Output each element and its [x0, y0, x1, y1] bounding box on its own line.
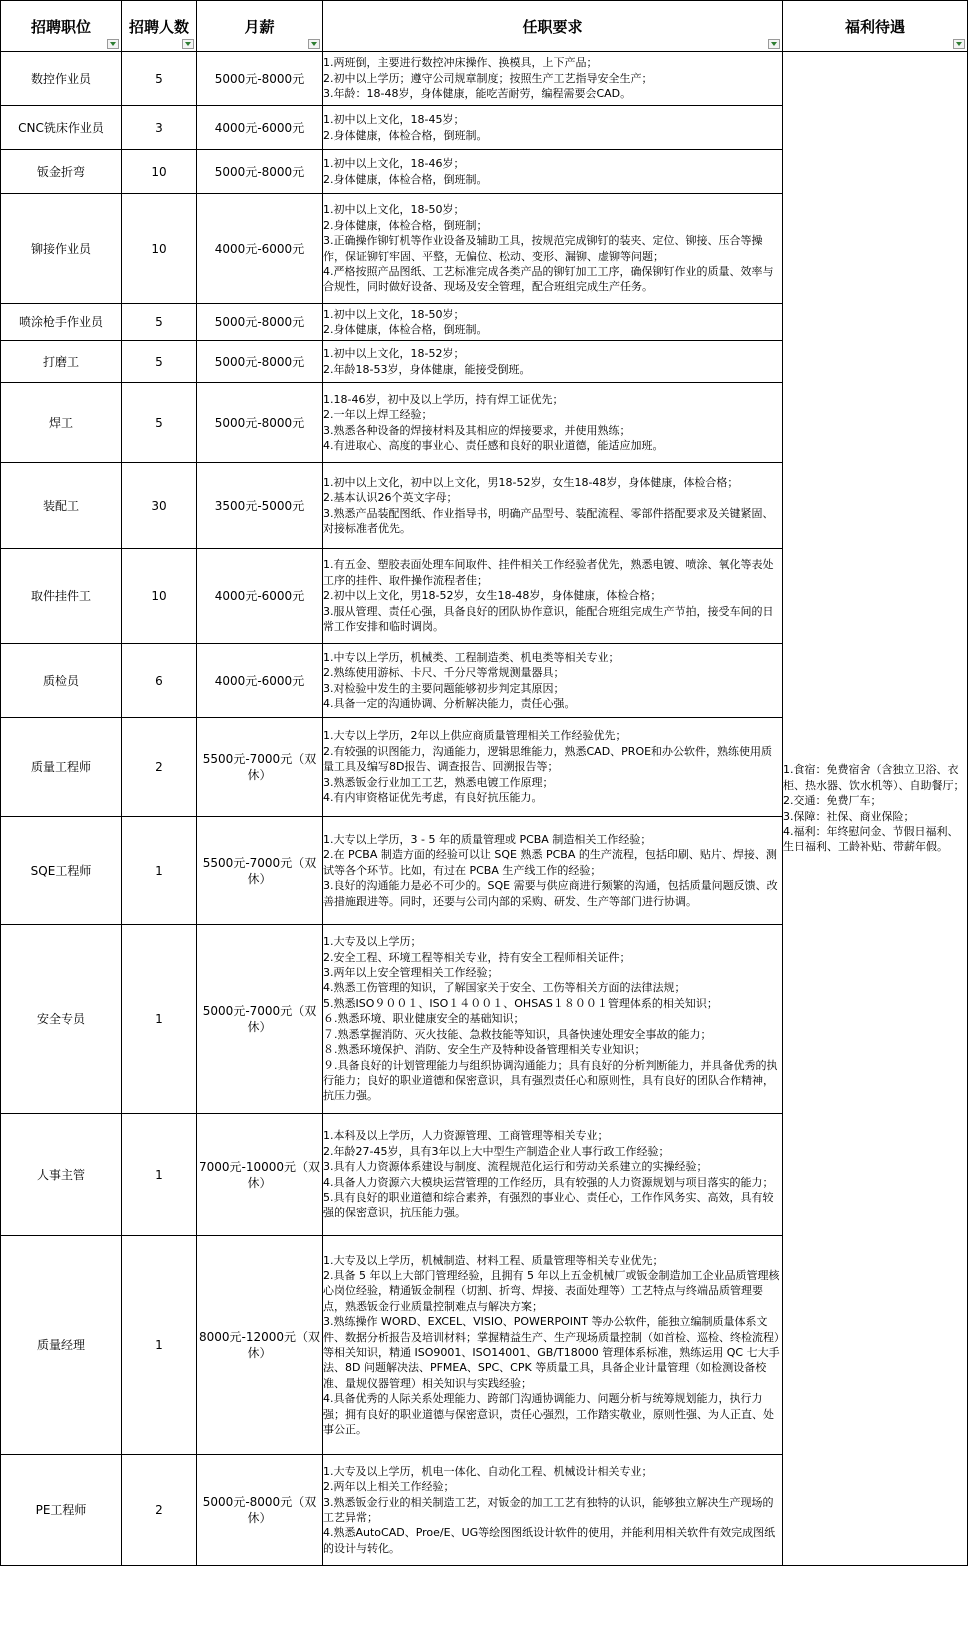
salary-cell[interactable]: 5000元-7000元（双休）: [197, 925, 323, 1114]
position-cell[interactable]: PE工程师: [1, 1455, 122, 1566]
position-cell[interactable]: 质量工程师: [1, 718, 122, 817]
requirement-line: 3.熟悉产品装配图纸、作业指导书，明确产品型号、装配流程、零部件搭配要求及关键紧固、对接标准者优先。: [323, 506, 774, 535]
salary-cell[interactable]: 5000元-8000元: [197, 383, 323, 463]
requirement-line: 4.有内审资格证优先考虑，有良好抗压能力。: [323, 791, 543, 805]
count-cell[interactable]: 10: [122, 194, 197, 304]
requirement-line: 3.具有人力资源体系建设与制度、流程规范化运行和劳动关系建立的实操经验；: [323, 1160, 708, 1174]
requirement-line: 4.具备优秀的人际关系处理能力、跨部门沟通协调能力、问题分析与统筹规划能力，执行力强；拥有良好的职业道德与保密意识，责任心强烈，工作踏实敬业，原则性强、为人正直、处事公正。: [323, 1392, 774, 1437]
requirement-line: 2.身体健康，体检合格，倒班制。: [323, 323, 488, 336]
requirement-line: 1.大专以上学历，3 - 5 年的质量管理或 PCBA 制造相关工作经验；: [323, 832, 652, 846]
salary-cell[interactable]: 5000元-8000元（双休）: [197, 1455, 323, 1566]
salary-cell[interactable]: 5500元-7000元（双休）: [197, 817, 323, 925]
requirements-cell[interactable]: [323, 718, 783, 817]
filter-dropdown-icon[interactable]: [768, 39, 780, 49]
position-cell[interactable]: 焊工: [1, 383, 122, 463]
header-requirements-label: 任职要求: [522, 17, 583, 36]
requirement-line: 4.熟悉AutoCAD、Proe/E、UG等绘图图纸设计软件的使用，并能利用相关软件有效完成图纸的设计与转化。: [323, 1526, 776, 1555]
requirement-line: 5.具有良好的职业道德和综合素养，有强烈的事业心、责任心，工作作风务实、高效，具有较强的保密意识，抗压能力强。: [323, 1190, 774, 1220]
header-row: [1, 1, 968, 52]
requirement-line: 1.初中以上文化，18-50岁；: [323, 307, 465, 321]
requirement-line: ６.熟悉环境、职业健康安全的基础知识；: [323, 1012, 525, 1026]
count-cell[interactable]: 10: [122, 549, 197, 644]
requirement-line: 3.年龄：18-48岁，身体健康，能吃苦耐劳，编程需要会CAD。: [323, 87, 632, 101]
position-cell[interactable]: 喷涂枪手作业员: [1, 304, 122, 341]
requirements-cell[interactable]: [323, 1455, 783, 1566]
requirement-line: 5.熟悉ISO９００１、ISO１４００１、OHSAS１８００１管理体系的相关知识；: [323, 996, 718, 1010]
requirement-line: 2.身体健康，体检合格，倒班制。: [323, 172, 488, 186]
salary-cell[interactable]: 3500元-5000元: [197, 463, 323, 549]
requirement-line: 3.熟悉钣金行业的相关制造工艺，对钣金的加工工艺有独特的认识，能够独立解决生产现场的工艺异常；: [323, 1495, 774, 1524]
requirement-line: 4.具备人力资源六大模块运营管理的工作经历，具有较强的人力资源规划与项目落实的能力；: [323, 1175, 774, 1189]
requirements-cell[interactable]: [323, 341, 783, 383]
requirements-cell[interactable]: [323, 194, 783, 304]
requirement-line: ７.熟悉掌握消防、灭火技能、急救技能等知识，具备快速处理安全事故的能力；: [323, 1027, 712, 1041]
header-count-label: 招聘人数: [128, 17, 189, 36]
requirements-cell[interactable]: [323, 150, 783, 194]
requirement-line: 1.初中以上文化，初中以上文化，男18-52岁，女生18-48岁，身体健康，体检合格；: [323, 475, 739, 489]
filter-dropdown-icon[interactable]: [308, 39, 320, 49]
count-cell[interactable]: 5: [122, 341, 197, 383]
requirement-line: 3.服从管理、责任心强，具备良好的团队协作意识，能配合班组完成生产节拍，接受车间的日常工作安排和临时调岗。: [323, 604, 774, 634]
benefit-line: 3.保障：社保、商业保险；: [783, 809, 915, 823]
requirements-cell[interactable]: [323, 1114, 783, 1236]
salary-cell[interactable]: 4000元-6000元: [197, 194, 323, 304]
position-cell[interactable]: CNC铣床作业员: [1, 106, 122, 150]
requirement-line: 3.对检验中发生的主要问题能够初步判定其原因；: [323, 681, 565, 695]
count-cell[interactable]: 1: [122, 817, 197, 925]
requirement-line: 2.身体健康，体检合格，倒班制。: [323, 128, 488, 142]
count-cell[interactable]: 6: [122, 644, 197, 718]
requirement-line: 2.在 PCBA 制造方面的经验可以让 SQE 熟悉 PCBA 的生产流程，包括印刷、贴片、焊接、测试等各个环节。比如，有过在 PCBA 生产线工作的经验；: [323, 848, 777, 877]
position-cell[interactable]: SQE工程师: [1, 817, 122, 925]
header-requirements: [323, 1, 783, 52]
benefits-cell[interactable]: [783, 52, 968, 1566]
requirements-cell[interactable]: [323, 383, 783, 463]
count-cell[interactable]: 5: [122, 304, 197, 341]
salary-cell[interactable]: 5000元-8000元: [197, 304, 323, 341]
requirements-cell[interactable]: [323, 463, 783, 549]
requirement-line: 2.安全工程、环境工程等相关专业，持有安全工程师相关证件；: [323, 950, 631, 964]
requirement-line: 1.大专及以上学历；: [323, 935, 422, 949]
position-cell[interactable]: 钣金折弯: [1, 150, 122, 194]
requirement-line: 2.身体健康，体检合格，倒班制；: [323, 218, 488, 232]
position-cell[interactable]: 安全专员: [1, 925, 122, 1114]
requirement-line: 2.具备 5 年以上大部门管理经验，且拥有 5 年以上五金机械厂或钣金制造加工企业品质管理核心岗位经验，精通钣金制程（切割、折弯、焊接、表面处理等）工艺特点与终端品质管理要点，熟悉钣金行业质量控制难点与解决方案；: [323, 1268, 780, 1313]
header-position: [1, 1, 122, 52]
count-cell[interactable]: 5: [122, 52, 197, 106]
requirements-cell[interactable]: [323, 644, 783, 718]
requirement-line: 2.有较强的识图能力，沟通能力，逻辑思维能力，熟悉CAD、PROE和办公软件，熟练使用质量工具及编写8D报告、调查报告、回溯报告等；: [323, 744, 773, 774]
requirement-line: 2.年龄18-53岁，身体健康，能接受倒班。: [323, 362, 531, 376]
salary-cell[interactable]: 4000元-6000元: [197, 106, 323, 150]
requirement-line: 4.有进取心、高度的事业心、责任感和良好的职业道德，能适应加班。: [323, 438, 664, 452]
requirement-line: ８.熟悉环境保护、消防、安全生产及特种设备管理相关专业知识；: [323, 1043, 646, 1057]
position-cell[interactable]: 质量经理: [1, 1236, 122, 1455]
filter-dropdown-icon[interactable]: [107, 39, 119, 49]
requirement-line: 1.两班倒，主要进行数控冲床操作、换模具，上下产品；: [323, 56, 598, 70]
header-benefits: [783, 1, 968, 52]
requirement-line: 1.初中以上文化，18-46岁；: [323, 157, 465, 171]
salary-cell[interactable]: 4000元-6000元: [197, 644, 323, 718]
salary-cell[interactable]: 4000元-6000元: [197, 549, 323, 644]
table-row: [1, 52, 968, 106]
requirements-cell[interactable]: [323, 925, 783, 1114]
requirement-line: 1.本科及以上学历，人力资源管理、工商管理等相关专业；: [323, 1129, 609, 1143]
requirement-line: 1.有五金、塑胶表面处理车间取件、挂件相关工作经验者优先，熟悉电镀、喷涂、氧化等表处工序的挂件、取件操作流程者佳；: [323, 558, 774, 587]
requirements-cell[interactable]: [323, 817, 783, 925]
requirement-line: 3.熟练操作 WORD、EXCEL、VISIO、POWERPOINT 等办公软件，能独立编制质量体系文件、数据分析报告及培训材料；掌握精益生产、生产现场质量控制（如首检、巡检、终检流程）等相关知识，精通 ISO9001、ISO14001、GB/T18000 管理体系标准，熟练运用 QC 七大手法、8D 问题解决法、PFMEA、SPC、CPK 等质量工具，具备企业计量管理（如检测设备校准、量规仪器管理）相关知识与实践经验；: [323, 1315, 780, 1390]
count-cell[interactable]: 2: [122, 718, 197, 817]
requirement-line: 2.两年以上相关工作经验；: [323, 1480, 455, 1494]
position-cell[interactable]: 装配工: [1, 463, 122, 549]
requirements-cell[interactable]: [323, 1236, 783, 1455]
salary-cell[interactable]: 7000元-10000元（双休）: [197, 1114, 323, 1236]
position-cell[interactable]: 数控作业员: [1, 52, 122, 106]
count-cell[interactable]: 5: [122, 383, 197, 463]
salary-cell[interactable]: 5000元-8000元: [197, 52, 323, 106]
requirement-line: 3.熟悉钣金行业加工工艺，熟悉电镀工作原理；: [323, 775, 554, 789]
position-cell[interactable]: 铆接作业员: [1, 194, 122, 304]
salary-cell[interactable]: 5000元-8000元: [197, 150, 323, 194]
requirement-line: 3.正确操作铆钉机等作业设备及辅助工具，按规范完成铆钉的装夹、定位、铆接、压合等操作，保证铆钉牢固、平整，无偏位、松动、变形、漏铆、虚铆等问题；: [323, 234, 763, 263]
position-cell[interactable]: 人事主管: [1, 1114, 122, 1236]
requirement-line: 2.初中以上学历；遵守公司规章制度；按照生产工艺指导安全生产；: [323, 71, 653, 85]
position-cell[interactable]: 打磨工: [1, 341, 122, 383]
benefit-line: 4.福利：年终慰问金、节假日福利、生日福利、工龄补贴、带薪年假。: [783, 824, 959, 854]
requirement-line: 2.基本认识26个英文字母；: [323, 491, 458, 505]
salary-cell[interactable]: 5000元-8000元: [197, 341, 323, 383]
count-cell[interactable]: 1: [122, 1236, 197, 1455]
requirement-line: 2.年龄27-45岁，具有3年以上大中型生产制造企业人事行政工作经验；: [323, 1144, 670, 1158]
count-cell[interactable]: 3: [122, 106, 197, 150]
filter-dropdown-icon[interactable]: [953, 39, 965, 49]
requirement-line: 2.初中以上文化，男18-52岁，女生18-48岁，身体健康，体检合格；: [323, 589, 662, 603]
requirements-cell[interactable]: [323, 549, 783, 644]
requirement-line: 4.熟悉工伤管理的知识，了解国家关于安全、工伤等相关方面的法律法规；: [323, 981, 686, 995]
header-benefits-label: 福利待遇: [844, 17, 905, 36]
requirement-line: 4.具备一定的沟通协调、分析解决能力，责任心强。: [323, 696, 576, 710]
header-count: [122, 1, 197, 52]
count-cell[interactable]: 30: [122, 463, 197, 549]
position-cell[interactable]: 取件挂件工: [1, 549, 122, 644]
header-salary: [197, 1, 323, 52]
requirement-line: 3.良好的沟通能力是必不可少的。SQE 需要与供应商进行频繁的沟通，包括质量问题反馈、改善措施跟进等。同时，还要与公司内部的采购、研发、生产等部门进行协调。: [323, 879, 778, 908]
count-cell[interactable]: 1: [122, 925, 197, 1114]
header-position-label: 招聘职位: [30, 17, 91, 36]
count-cell[interactable]: 10: [122, 150, 197, 194]
requirement-line: 2.熟练使用游标、卡尺、千分尺等常规测量器具；: [323, 666, 565, 680]
salary-cell[interactable]: 5500元-7000元（双休）: [197, 718, 323, 817]
position-cell[interactable]: 质检员: [1, 644, 122, 718]
benefit-line: 2.交通：免费厂车；: [783, 794, 882, 808]
requirement-line: 2.一年以上焊工经验；: [323, 408, 433, 422]
requirement-line: 1.大专及以上学历，机械制造、材料工程、质量管理等相关专业优先；: [323, 1253, 664, 1267]
requirement-line: 1.18-46岁，初中及以上学历，持有焊工证优先；: [323, 392, 564, 406]
requirement-line: ９.具备良好的计划管理能力与组织协调沟通能力；具有良好的分析判断能力，并具备优秀的执行能力；良好的职业道德和保密意识，具有强烈责任心和原则性，具有良好的团队合作精神，抗压力强。: [323, 1058, 778, 1103]
salary-cell[interactable]: 8000元-12000元（双休）: [197, 1236, 323, 1455]
count-cell[interactable]: 2: [122, 1455, 197, 1566]
requirements-cell[interactable]: [323, 304, 783, 341]
requirement-line: 1.初中以上文化，18-50岁；: [323, 203, 465, 217]
requirement-line: 1.大专及以上学历，机电一体化、自动化工程、机械设计相关专业；: [323, 1464, 653, 1478]
requirement-line: 1.初中以上文化，18-52岁；: [323, 347, 465, 361]
benefit-line: 1.食宿：免费宿舍（含独立卫浴、衣柜、热水器、饮水机等）、自助餐厅；: [783, 763, 965, 792]
requirements-cell[interactable]: [323, 106, 783, 150]
filter-dropdown-icon[interactable]: [182, 39, 194, 49]
count-cell[interactable]: 1: [122, 1114, 197, 1236]
requirement-line: 1.中专以上学历，机械类、工程制造类、机电类等相关专业；: [323, 650, 620, 664]
requirement-line: 3.熟悉各种设备的焊接材料及其相应的焊接要求，并使用熟练；: [323, 423, 631, 437]
requirement-line: 1.大专以上学历，2年以上供应商质量管理相关工作经验优先；: [323, 729, 627, 743]
header-salary-label: 月薪: [244, 17, 275, 36]
requirement-line: 1.初中以上文化，18-45岁；: [323, 113, 465, 127]
requirement-line: 4.严格按照产品图纸、工艺标准完成各类产品的铆钉加工工序，确保铆钉作业的质量、效率与合规性，同时做好设备、现场及安全管理，配合班组完成生产任务。: [323, 264, 774, 294]
requirements-cell[interactable]: [323, 52, 783, 106]
requirement-line: 3.两年以上安全管理相关工作经验；: [323, 966, 499, 980]
